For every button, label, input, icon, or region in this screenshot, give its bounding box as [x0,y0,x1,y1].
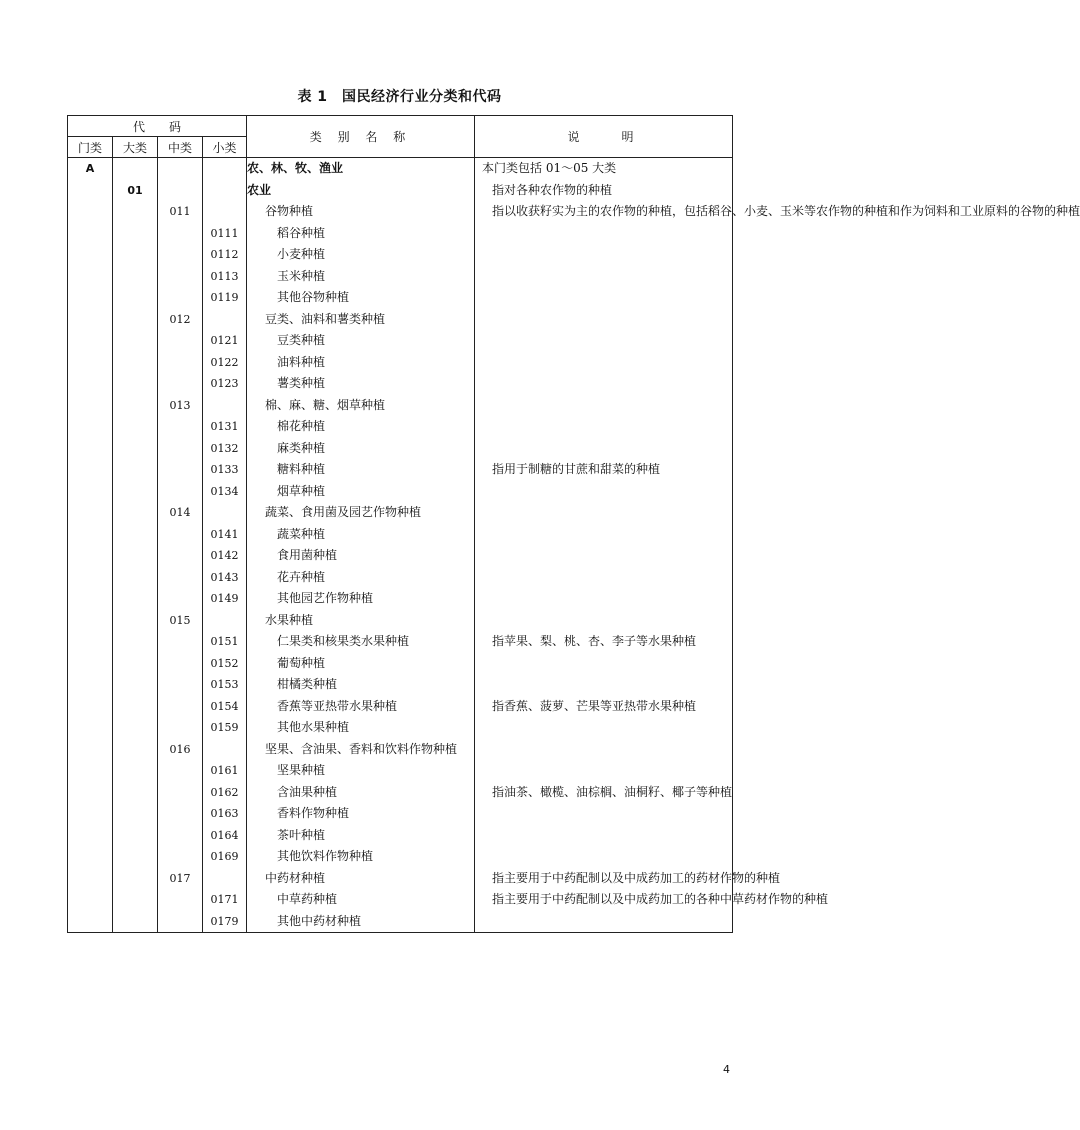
table-row [68,223,733,245]
code-zhong: 011 [158,201,203,223]
category-description [475,653,733,675]
category-description: 指主要用于中药配制以及中成药加工的各种中草药材作物的种植 [475,889,733,911]
code-zhong [158,352,203,374]
category-name: 棉花种植 [247,416,475,438]
table-row [68,696,733,718]
code-da [113,459,158,481]
header-name: 类 别 名 称 [247,116,475,158]
code-xiao: 0142 [203,545,247,567]
code-da [113,416,158,438]
code-xiao: 0151 [203,631,247,653]
table-row [68,180,733,202]
code-da [113,696,158,718]
code-zhong [158,631,203,653]
code-zhong [158,653,203,675]
category-name: 食用菌种植 [247,545,475,567]
code-xiao: 0152 [203,653,247,675]
code-zhong [158,330,203,352]
code-da [113,739,158,761]
code-men [68,567,113,589]
code-zhong [158,459,203,481]
code-da [113,481,158,503]
code-zhong [158,287,203,309]
code-men [68,502,113,524]
code-da [113,911,158,933]
code-men [68,782,113,804]
table-row [68,373,733,395]
code-zhong [158,373,203,395]
code-xiao: 0112 [203,244,247,266]
code-da [113,223,158,245]
code-da [113,373,158,395]
category-description [475,803,733,825]
category-name: 水果种植 [247,610,475,632]
code-men [68,760,113,782]
category-name: 坚果种植 [247,760,475,782]
category-description: 指对各种农作物的种植 [475,180,733,202]
category-name: 中草药种植 [247,889,475,911]
page-number: 4 [723,1063,730,1076]
category-name: 糖料种植 [247,459,475,481]
category-description [475,223,733,245]
table-row [68,524,733,546]
category-name: 其他水果种植 [247,717,475,739]
code-zhong: 012 [158,309,203,331]
code-zhong [158,803,203,825]
code-xiao: 0119 [203,287,247,309]
category-name: 坚果、含油果、香料和饮料作物种植 [247,739,475,761]
code-xiao [203,502,247,524]
code-zhong [158,717,203,739]
category-description [475,481,733,503]
code-zhong [158,158,203,180]
code-xiao [203,180,247,202]
table-row [68,266,733,288]
code-xiao: 0111 [203,223,247,245]
code-zhong [158,760,203,782]
category-name: 仁果类和核果类水果种植 [247,631,475,653]
category-name: 葡萄种植 [247,653,475,675]
table-row [68,481,733,503]
category-description [475,287,733,309]
code-zhong: 017 [158,868,203,890]
table-row [68,395,733,417]
code-da [113,502,158,524]
code-xiao: 0163 [203,803,247,825]
category-description [475,352,733,374]
category-description: 指香蕉、菠萝、芒果等亚热带水果种植 [475,696,733,718]
code-men [68,674,113,696]
code-da [113,588,158,610]
table-row [68,889,733,911]
code-xiao: 0121 [203,330,247,352]
code-men [68,287,113,309]
code-zhong [158,567,203,589]
code-xiao: 0113 [203,266,247,288]
header-desc: 说 明 [475,116,733,158]
category-name: 玉米种植 [247,266,475,288]
code-zhong [158,416,203,438]
code-men [68,825,113,847]
code-men [68,481,113,503]
code-da [113,287,158,309]
category-description [475,760,733,782]
code-da [113,158,158,180]
code-xiao [203,158,247,180]
code-zhong [158,223,203,245]
header-code: 代 码 [68,116,247,137]
code-men [68,459,113,481]
code-da [113,889,158,911]
code-xiao: 0169 [203,846,247,868]
category-description [475,524,733,546]
table-row [68,567,733,589]
table-row [68,502,733,524]
category-description: 指苹果、梨、桃、杏、李子等水果种植 [475,631,733,653]
category-description [475,373,733,395]
code-men [68,309,113,331]
code-da [113,330,158,352]
category-description [475,266,733,288]
code-zhong [158,545,203,567]
code-da [113,352,158,374]
category-name: 蔬菜种植 [247,524,475,546]
category-description [475,416,733,438]
code-xiao: 0162 [203,782,247,804]
code-zhong [158,674,203,696]
code-xiao: 0153 [203,674,247,696]
table-row [68,825,733,847]
code-men [68,438,113,460]
header-xiao: 小类 [203,137,247,158]
code-xiao: 0141 [203,524,247,546]
category-name: 蔬菜、食用菌及园艺作物种植 [247,502,475,524]
code-da [113,803,158,825]
category-description: 指油茶、橄榄、油棕榈、油桐籽、椰子等种植 [475,782,733,804]
code-zhong [158,846,203,868]
code-zhong [158,696,203,718]
table-row [68,287,733,309]
code-xiao: 0123 [203,373,247,395]
code-zhong [158,244,203,266]
code-xiao [203,395,247,417]
table-row [68,610,733,632]
code-da [113,567,158,589]
code-xiao: 0122 [203,352,247,374]
code-zhong [158,438,203,460]
category-name: 茶叶种植 [247,825,475,847]
code-xiao: 0131 [203,416,247,438]
code-men [68,846,113,868]
category-description [475,545,733,567]
code-zhong: 016 [158,739,203,761]
category-name: 其他饮料作物种植 [247,846,475,868]
table-row [68,717,733,739]
table-row [68,782,733,804]
category-description [475,502,733,524]
category-description [475,567,733,589]
table-row [68,739,733,761]
code-zhong: 013 [158,395,203,417]
header-men: 门类 [68,137,113,158]
code-xiao: 0134 [203,481,247,503]
table-row [68,438,733,460]
code-men [68,653,113,675]
category-name: 油料种植 [247,352,475,374]
code-da [113,717,158,739]
table-row [68,868,733,890]
table-body [68,158,1080,933]
category-name: 薯类种植 [247,373,475,395]
code-men [68,352,113,374]
category-name: 棉、麻、糖、烟草种植 [247,395,475,417]
table-row [68,631,733,653]
table-row [68,653,733,675]
category-name: 中药材种植 [247,868,475,890]
code-men [68,201,113,223]
code-da [113,201,158,223]
code-zhong [158,180,203,202]
table-row [68,545,733,567]
category-name: 小麦种植 [247,244,475,266]
code-da [113,653,158,675]
category-description [475,438,733,460]
category-name: 香料作物种植 [247,803,475,825]
code-xiao: 0143 [203,567,247,589]
industry-classification-table [67,115,1080,933]
code-men [68,631,113,653]
code-men [68,739,113,761]
table-title: 表 1 国民经济行业分类和代码 [297,89,502,105]
code-da [113,524,158,546]
code-men [68,244,113,266]
category-description [475,588,733,610]
category-name: 豆类种植 [247,330,475,352]
table-row [68,803,733,825]
code-zhong [158,782,203,804]
code-xiao: 0164 [203,825,247,847]
code-da [113,545,158,567]
code-da [113,760,158,782]
category-name: 麻类种植 [247,438,475,460]
table-row [68,352,733,374]
code-men [68,803,113,825]
code-men [68,524,113,546]
category-description [475,739,733,761]
code-da [113,846,158,868]
code-da [113,825,158,847]
table-row [68,309,733,331]
table-row [68,330,733,352]
code-men: A [68,158,113,180]
category-description: 本门类包括 01～05 大类 [475,158,733,180]
code-xiao: 0149 [203,588,247,610]
category-description: 指用于制糖的甘蔗和甜菜的种植 [475,459,733,481]
code-men [68,696,113,718]
category-description [475,674,733,696]
category-name: 农业 [247,180,475,202]
code-xiao: 0171 [203,889,247,911]
code-da [113,244,158,266]
code-da [113,266,158,288]
category-name: 稻谷种植 [247,223,475,245]
code-da [113,309,158,331]
code-men [68,330,113,352]
category-name: 豆类、油料和薯类种植 [247,309,475,331]
category-description [475,610,733,632]
code-zhong [158,588,203,610]
code-men [68,180,113,202]
code-xiao [203,739,247,761]
category-description [475,825,733,847]
code-xiao: 0133 [203,459,247,481]
table-row [68,760,733,782]
code-xiao [203,201,247,223]
code-men [68,373,113,395]
code-men [68,889,113,911]
code-men [68,717,113,739]
code-da [113,674,158,696]
code-xiao [203,868,247,890]
code-zhong: 014 [158,502,203,524]
code-da: 01 [113,180,158,202]
code-men [68,588,113,610]
header-da: 大类 [113,137,158,158]
category-name: 烟草种植 [247,481,475,503]
table-row [68,846,733,868]
category-name: 其他中药材种植 [247,911,475,933]
code-zhong [158,889,203,911]
code-da [113,438,158,460]
category-name: 谷物种植 [247,201,475,223]
code-men [68,610,113,632]
category-name: 香蕉等亚热带水果种植 [247,696,475,718]
code-xiao [203,610,247,632]
code-xiao [203,309,247,331]
code-da [113,610,158,632]
category-description [475,395,733,417]
table-row [68,201,733,223]
category-name: 其他谷物种植 [247,287,475,309]
table-row [68,158,733,180]
code-men [68,266,113,288]
code-da [113,395,158,417]
category-description [475,911,733,933]
code-zhong [158,266,203,288]
code-men [68,223,113,245]
table-row [68,911,733,933]
code-zhong [158,481,203,503]
table-row [68,244,733,266]
code-men [68,545,113,567]
category-description [475,330,733,352]
table-row [68,674,733,696]
code-xiao: 0161 [203,760,247,782]
category-name: 柑橘类种植 [247,674,475,696]
code-men [68,911,113,933]
table-row [68,416,733,438]
code-zhong: 015 [158,610,203,632]
code-men [68,395,113,417]
header-zhong: 中类 [158,137,203,158]
category-description [475,309,733,331]
code-zhong [158,524,203,546]
category-name: 农、林、牧、渔业 [247,158,475,180]
category-description [475,717,733,739]
code-da [113,782,158,804]
category-description [475,846,733,868]
category-name: 其他园艺作物种植 [247,588,475,610]
code-men [68,868,113,890]
code-da [113,631,158,653]
table-row [68,588,733,610]
table-row [68,459,733,481]
code-xiao: 0159 [203,717,247,739]
category-description [475,244,733,266]
category-name: 含油果种植 [247,782,475,804]
code-zhong [158,911,203,933]
category-description: 指主要用于中药配制以及中成药加工的药材作物的种植 [475,868,733,890]
code-xiao: 0179 [203,911,247,933]
category-description: 指以收获籽实为主的农作物的种植，包括稻谷、小麦、玉米等农作物的种植和作为饲料和工业原料的谷物的种植 [475,201,733,223]
code-zhong [158,825,203,847]
category-name: 花卉种植 [247,567,475,589]
code-men [68,416,113,438]
code-da [113,868,158,890]
code-xiao: 0154 [203,696,247,718]
code-xiao: 0132 [203,438,247,460]
